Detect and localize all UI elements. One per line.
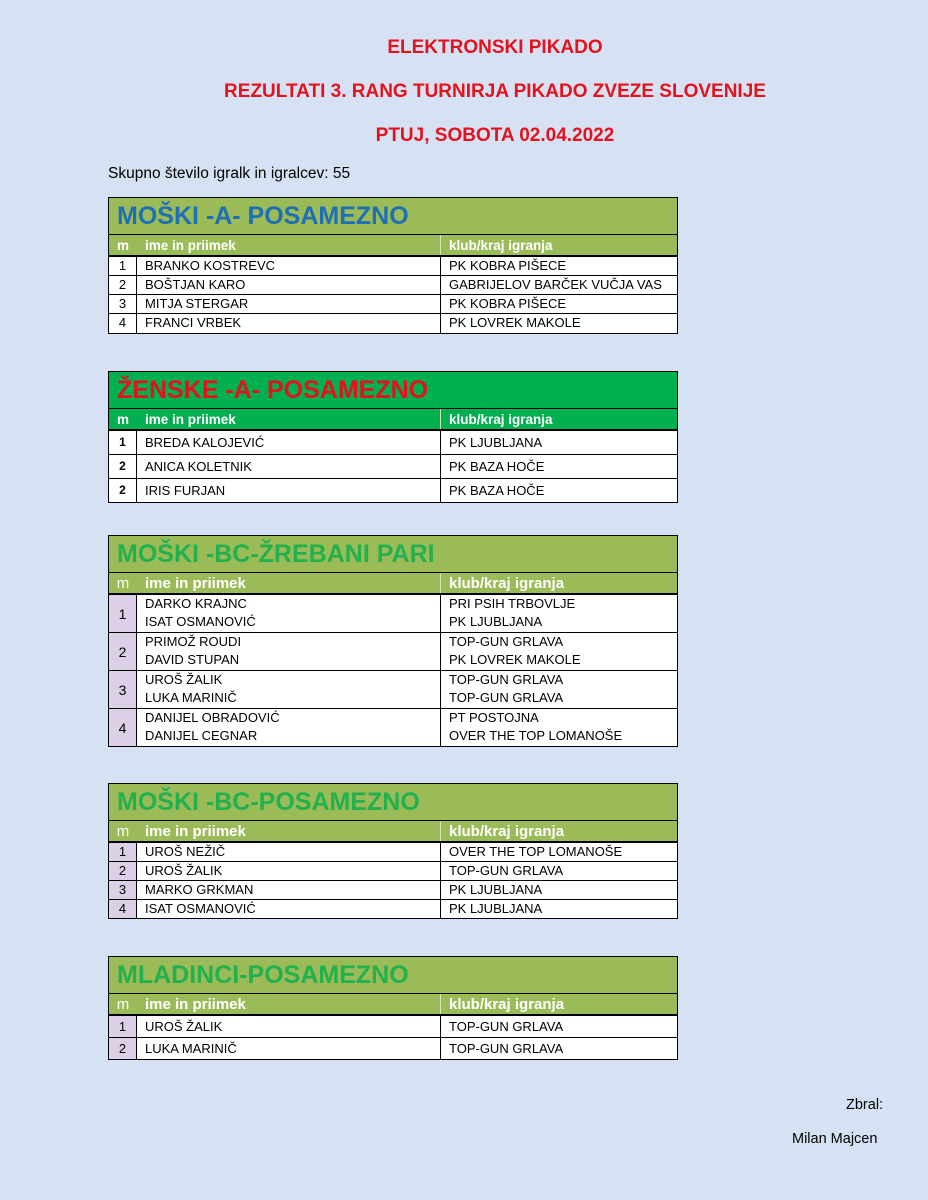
club-cell: TOP-GUN GRLAVA [449,1019,564,1034]
rank-cell: 3 [109,881,137,899]
club-cell: OVER THE TOP LOMANOŠE [449,844,623,859]
club-cell: TOP-GUN GRLAVA [449,1041,564,1056]
club-cell: PK BAZA HOČE [449,459,545,474]
table-row [109,314,677,333]
name-cell: ANICA KOLETNIK [137,455,441,478]
table-header [109,994,677,1016]
rank-cell: 4 [109,900,137,918]
col-m: m [116,823,130,840]
table-row [109,276,677,295]
col-name: ime in priimek [137,994,441,1014]
table-row [109,1038,677,1059]
club-cell: PK KOBRA PIŠECE [449,296,567,311]
rank-cell: 1 [109,595,137,632]
rank-cell: 3 [109,295,137,313]
name-cell: FRANCI VRBEK [137,314,441,333]
col-name: ime in priimek [137,235,441,255]
table-row [109,257,677,276]
club-cell: PK LOVREK MAKOLE [449,315,581,330]
col-club: klub/kraj igranja [449,238,553,253]
table-row [109,633,677,671]
name-cell: DANIJEL CEGNAR [145,728,258,743]
footer-name: Milan Majcen [792,1131,878,1147]
rank-cell: 2 [109,479,137,502]
club-cell: PK LJUBLJANA [449,882,543,897]
table-row [109,455,677,479]
table-row [109,709,677,746]
col-club: klub/kraj igranja [449,412,553,427]
table-row [109,479,677,502]
section-title: MLADINCI-POSAMEZNO [109,957,677,994]
rank-cell: 2 [109,1038,137,1059]
rank-cell: 4 [109,709,137,746]
club-cell: PRI PSIH TRBOVLJE [449,596,576,611]
club-cell: PT POSTOJNA [449,710,539,725]
name-cell: IRIS FURJAN [137,479,441,502]
rank-cell: 1 [109,843,137,861]
table-row [109,900,677,918]
rank-cell: 1 [109,257,137,275]
club-cell: PK KOBRA PIŠECE [449,258,567,273]
rank-cell: 3 [109,671,137,708]
table-row [109,881,677,900]
name-cell: ISAT OSMANOVIĆ [137,900,441,918]
name-cell: BOŠTJAN KARO [137,276,441,294]
rank-cell: 4 [109,314,137,333]
name-cell: ISAT OSMANOVIĆ [145,614,256,629]
section-women-a-singles [108,371,678,503]
club-cell: PK LOVREK MAKOLE [449,652,581,667]
col-m: m [116,575,130,592]
club-cell: PK BAZA HOČE [449,483,545,498]
table-row [109,862,677,881]
table-row [109,595,677,633]
table-header [109,821,677,843]
club-cell: PK LJUBLJANA [449,614,543,629]
total-players-line: Skupno število igralk in igralcev: 55 [108,165,351,182]
col-club: klub/kraj igranja [449,575,565,592]
section-men-a-singles [108,197,678,334]
club-cell: TOP-GUN GRLAVA [449,690,564,705]
name-cell: PRIMOŽ ROUDI [145,634,242,649]
name-cell: UROŠ ŽALIK [137,862,441,880]
name-cell: MARKO GRKMAN [137,881,441,899]
name-cell: DARKO KRAJNC [145,596,247,611]
table-row [109,431,677,455]
col-name: ime in priimek [137,821,441,841]
doc-date-line: PTUJ, SOBOTA 02.04.2022 [375,125,615,146]
table-header [109,573,677,595]
table-header [109,235,677,257]
club-cell: GABRIJELOV BARČEK VUČJA VAS [449,277,662,292]
name-cell: BREDA KALOJEVIĆ [137,431,441,454]
name-cell: MITJA STERGAR [137,295,441,313]
name-cell: LUKA MARINIČ [137,1038,441,1059]
name-cell: DANIJEL OBRADOVIĆ [145,710,280,725]
col-m: m [116,412,129,427]
name-cell: DAVID STUPAN [145,652,240,667]
table-row [109,295,677,314]
rank-cell: 2 [109,455,137,478]
section-men-bc-pairs [108,535,678,747]
name-cell: BRANKO KOSTREVC [137,257,441,275]
club-cell: TOP-GUN GRLAVA [449,634,564,649]
col-m: m [116,238,129,253]
section-title: MOŠKI -BC-POSAMEZNO [109,784,677,821]
col-club: klub/kraj igranja [449,996,565,1013]
table-row [109,843,677,862]
rank-cell: 2 [109,633,137,670]
table-row [109,671,677,709]
section-men-bc-singles [108,783,678,919]
name-cell: LUKA MARINIČ [145,690,237,705]
footer-label: Zbral: [846,1097,884,1113]
club-cell: PK LJUBLJANA [449,901,543,916]
col-name: ime in priimek [137,573,441,593]
name-cell: UROŠ ŽALIK [137,1016,441,1037]
section-title: MOŠKI -A- POSAMEZNO [109,198,677,235]
rank-cell: 1 [109,431,137,454]
section-youth-singles [108,956,678,1060]
doc-title: ELEKTRONSKI PIKADO [387,37,603,58]
col-m: m [116,996,130,1013]
rank-cell: 2 [109,276,137,294]
rank-cell: 2 [109,862,137,880]
rank-cell: 1 [109,1016,137,1037]
name-cell: UROŠ ŽALIK [145,672,223,687]
section-title: MOŠKI -BC-ŽREBANI PARI [109,536,677,573]
table-header [109,409,677,431]
club-cell: TOP-GUN GRLAVA [449,672,564,687]
club-cell: OVER THE TOP LOMANOŠE [449,728,623,743]
col-club: klub/kraj igranja [449,823,565,840]
club-cell: TOP-GUN GRLAVA [449,863,564,878]
club-cell: PK LJUBLJANA [449,435,543,450]
doc-subtitle: REZULTATI 3. RANG TURNIRJA PIKADO ZVEZE SLOVENIJE [224,81,766,102]
col-name: ime in priimek [137,409,441,429]
table-row [109,1016,677,1038]
section-title: ŽENSKE -A- POSAMEZNO [109,372,677,409]
name-cell: UROŠ NEŽIČ [137,843,441,861]
